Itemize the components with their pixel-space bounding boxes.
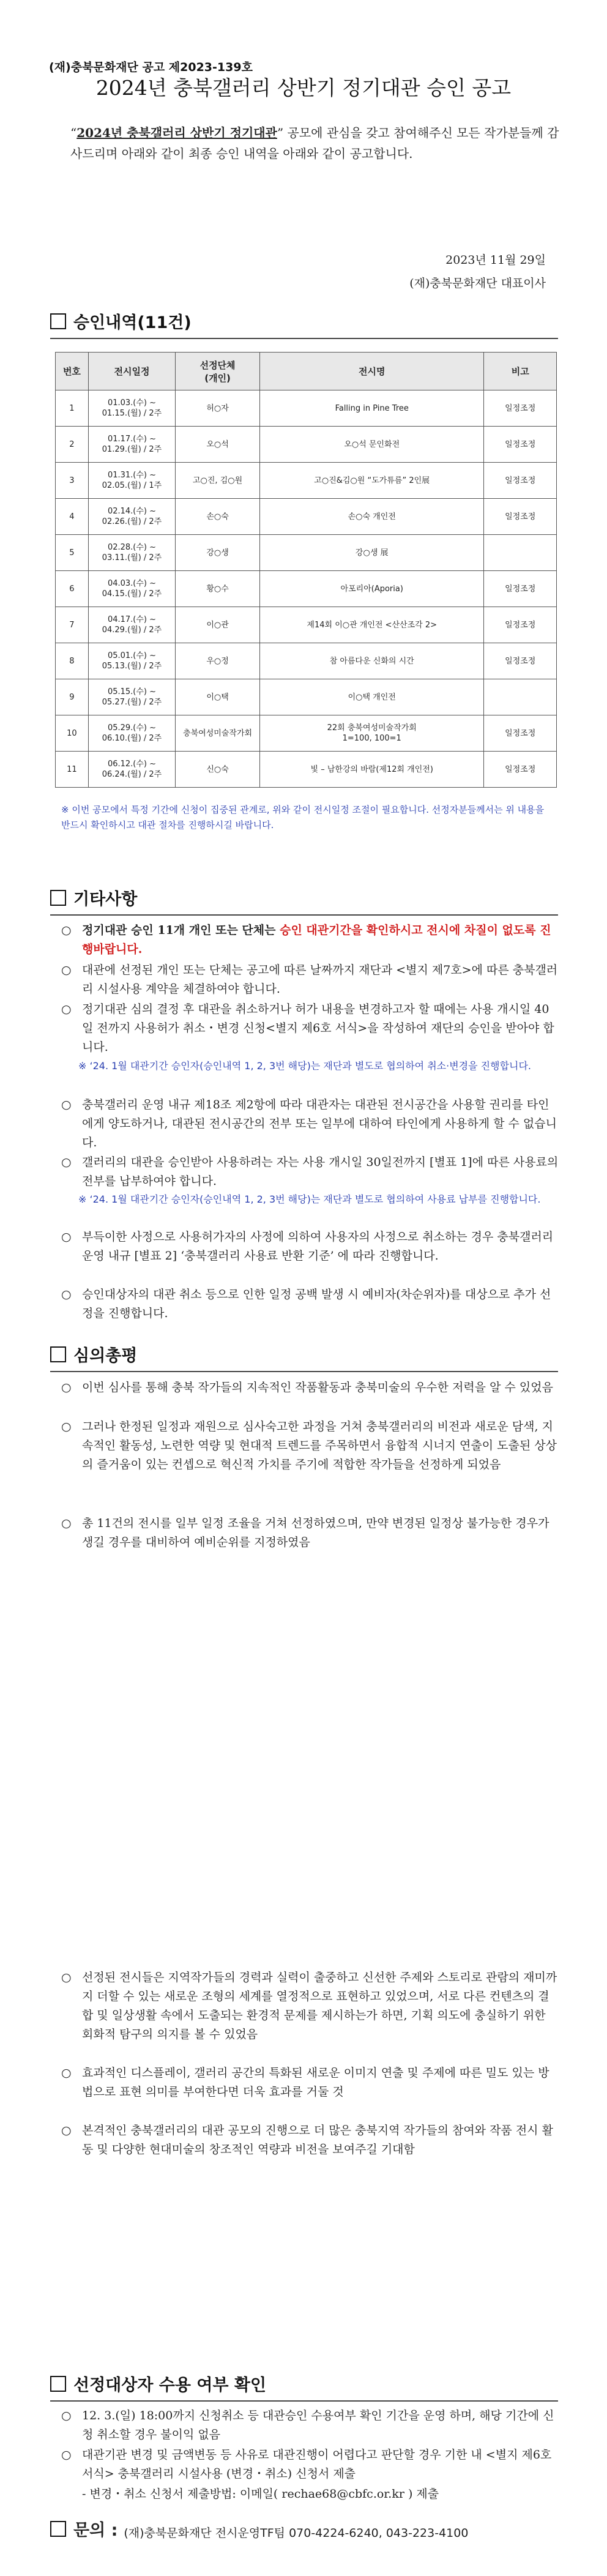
item-note: ※ ‘24. 1월 대관기간 승인자(승인내역 1, 2, 3번 해당)는 재단과 별도로 협의하여 사용료 납부를 진행합니다. (78, 1193, 541, 1205)
cell-no: 11 (56, 752, 89, 788)
intro-rest: 공모에 관심을 갖고 참여해주신 모든 작가분들께 감사드리며 아래와 같이 최종 승인 내역을 아래와 같이 공고합니다. (70, 125, 559, 161)
list-item (61, 2446, 560, 2484)
circle-bullet-icon: ○ (61, 2124, 72, 2137)
etc-title-text: 기타사항 (73, 890, 138, 909)
cell-note: 일정조정 (484, 463, 557, 499)
column-header: 전시일정 (88, 353, 175, 390)
cell-no: 2 (56, 427, 89, 463)
item-text: 그러나 한정된 일정과 재원으로 심사숙고한 과정을 거쳐 충북갤러리의 비전과 새로운 담색, 지속적인 활동성, 노련한 역량 및 현대적 트렌드를 주목하면서 융합적 시너지 연출이 도출된 상상의 즐거움이 있는 컨셉으로 혁신적 가치를 주기에 적합한 작가들을 선정하게 되었음 (82, 1420, 557, 1471)
cell-no: 10 (56, 715, 89, 752)
cell-note: 일정조정 (484, 499, 557, 535)
table-row (56, 643, 557, 679)
cell-no: 5 (56, 535, 89, 571)
circle-bullet-icon: ○ (61, 1971, 72, 1984)
cell-note: 일정조정 (484, 571, 557, 607)
table-row (56, 499, 557, 535)
table-row (56, 752, 557, 788)
section-divider (50, 914, 558, 916)
notice-number: (재)충북문화재단 공고 제2023-139호 (49, 61, 253, 74)
circle-bullet-icon: ○ (61, 1230, 72, 1244)
cell-name: 제14회 이○관 개인전 <산산조각 2> (260, 607, 484, 643)
cell-schedule: 04.03.(수) ~ 04.15.(월) / 2주 (88, 571, 175, 607)
list-item (61, 1514, 560, 1552)
cell-no: 7 (56, 607, 89, 643)
cell-name: 참 아름다운 신화의 시간 (260, 643, 484, 679)
circle-bullet-icon: ○ (61, 2066, 72, 2080)
circle-bullet-icon: ○ (61, 1098, 72, 1111)
cell-name: 고○진&김○원 “도가튜름” 2인展 (260, 463, 484, 499)
etc-section-title (50, 886, 137, 909)
checkbox-square-icon (50, 2376, 66, 2392)
item-text: 총 11건의 전시를 일부 일정 조율을 거쳐 선정하였으며, 만약 변경된 일정상 불가능한 경우가 생길 경우를 대비하여 예비순위를 지정하였음 (82, 1517, 549, 1549)
intro-emphasis: 2024년 충북갤러리 상반기 정기대관 (76, 125, 277, 140)
item-text: 승인대상자의 대관 취소 등으로 인한 일정 공백 발생 시 예비자(차순위자)를 대상으로 추가 선정을 진행합니다. (82, 1288, 551, 1320)
item-text: 충북갤러리 운영 내규 제18조 제2항에 따라 대관자는 대관된 전시공간을 사용할 권리를 타인에게 양도하거나, 대관된 전시공간의 전부 또는 일부에 대하여 타인에게 사용하게 할 수 없습니다. (82, 1098, 557, 1149)
item-text: 12. 3.(일) 18:00까지 신청취소 등 대관승인 수용여부 확인 기간을 운영 하며, 해당 기간에 신청 취소할 경우 불이익 없음 (82, 2409, 554, 2441)
cell-name: 오○석 문인화전 (260, 427, 484, 463)
list-item (61, 1417, 560, 1474)
item-text: 본격적인 충북갤러리의 대관 공모의 진행으로 더 많은 충북지역 작가들의 참여와 작품 전시 활동 및 다양한 현대미술의 창조적인 역량과 비전을 보여주길 기대함 (82, 2124, 553, 2156)
item-text: 정기대관 승인 11개 개인 또는 단체는 (82, 924, 280, 937)
cell-no: 9 (56, 679, 89, 715)
cell-note: 일정조정 (484, 607, 557, 643)
cell-org: 오○석 (176, 427, 260, 463)
cell-schedule: 02.28.(수) ~ 03.11.(월) / 2주 (88, 535, 175, 571)
list-item (61, 1378, 560, 1397)
list-item (61, 1096, 560, 1152)
circle-bullet-icon: ○ (61, 963, 72, 977)
cell-name: Falling in Pine Tree (260, 390, 484, 427)
table-row (56, 679, 557, 715)
circle-bullet-icon: ○ (61, 2448, 72, 2462)
page-title: 2024년 충북갤러리 상반기 정기대관 승인 공고 (95, 76, 512, 100)
cell-schedule: 05.15.(수) ~ 05.27.(월) / 2주 (88, 679, 175, 715)
table-row (56, 463, 557, 499)
cell-note (484, 535, 557, 571)
cell-name: 22회 충북여성미술작가회 1=100, 100=1 (260, 715, 484, 752)
acceptance-section-title (50, 2372, 266, 2395)
item-text: 갤러리의 대관을 승인받아 사용하려는 자는 사용 개시일 30일전까지 [별표 1]에 따른 사용료의 전부를 납부하여야 합니다. (82, 1155, 559, 1188)
cell-no: 1 (56, 390, 89, 427)
cell-schedule: 01.03.(수) ~ 01.15.(월) / 2주 (88, 390, 175, 427)
cell-no: 8 (56, 643, 89, 679)
cell-note (484, 679, 557, 715)
item-text: 효과적인 디스플레이, 갤러리 공간의 특화된 새로운 이미지 연출 및 주제에 따른 밀도 있는 방법으로 표현 의미를 부여한다면 더욱 효과를 거둘 것 (82, 2066, 549, 2099)
item-text: 이번 심사를 통해 충북 작가들의 지속적인 작품활동과 충북미술의 우수한 저력을 알 수 있었음 (82, 1381, 553, 1394)
table-row (56, 390, 557, 427)
item-text: 부득이한 사정으로 사용허가자의 사정에 의하여 사용자의 사정으로 취소하는 경우 충북갤러리 운영 내규 [별표 2] ‘충북갤러리 사용료 반환 기준’ 에 따라 진행합니다. (82, 1230, 554, 1263)
list-item (61, 2121, 560, 2159)
notice-date: 2023년 11월 29일 (445, 253, 546, 267)
item-highlight: 승인 대관기간을 확인하시고 전시에 차질이 없도록 진행바랍니다. (82, 924, 551, 956)
cell-org: 이○택 (176, 679, 260, 715)
column-header: 번호 (56, 353, 89, 390)
intro-quote-open: “ (70, 125, 77, 140)
acceptance-title-text: 선정대상자 수용 여부 확인 (73, 2376, 267, 2395)
cell-note: 일정조정 (484, 390, 557, 427)
cell-no: 3 (56, 463, 89, 499)
circle-bullet-icon: ○ (61, 1155, 72, 1169)
list-item (61, 2406, 560, 2444)
cell-org: 우○정 (176, 643, 260, 679)
circle-bullet-icon: ○ (61, 1381, 72, 1394)
approvals-title-text: 승인내역(11건) (73, 313, 192, 332)
section-divider (50, 1371, 558, 1372)
list-item (61, 1968, 560, 2044)
column-header: 전시명 (260, 353, 484, 390)
table-row (56, 535, 557, 571)
item-text: 대관기관 변경 및 금액변동 등 사유로 대관진행이 어렵다고 판단할 경우 기한 내 <별지 제6호 서식> 충북갤러리 시설사용 (변경・취소) 신청서 제출 (82, 2448, 552, 2481)
circle-bullet-icon: ○ (61, 924, 72, 937)
cell-org: 허○자 (176, 390, 260, 427)
cell-org: 손○숙 (176, 499, 260, 535)
list-item (61, 961, 560, 999)
cell-no: 4 (56, 499, 89, 535)
cell-note: 일정조정 (484, 715, 557, 752)
list-item (61, 921, 560, 959)
table-row (56, 715, 557, 752)
table-header-row (56, 353, 557, 390)
cell-schedule: 02.14.(수) ~ 02.26.(월) / 2주 (88, 499, 175, 535)
column-header: 선정단체 (개인) (176, 353, 260, 390)
table-row (56, 571, 557, 607)
cell-name: 손○숙 개인전 (260, 499, 484, 535)
table-footnote: ※ 이번 공모에서 특정 기간에 신청이 집중된 관계로, 위와 같이 전시일정 조절이 필요합니다. 선정자분들께서는 위 내용을 반드시 확인하시고 대관 절차를 진행하시길 바랍니다. (61, 804, 545, 831)
cell-org: 황○수 (176, 571, 260, 607)
circle-bullet-icon: ○ (61, 1517, 72, 1530)
circle-bullet-icon: ○ (61, 1002, 72, 1016)
intro-quote-close: ” (277, 125, 284, 140)
cell-name: 강○생 展 (260, 535, 484, 571)
intro-paragraph (70, 122, 560, 164)
approvals-section-title (50, 309, 192, 333)
item-text: 대관에 선정된 개인 또는 단체는 공고에 따른 날짜까지 재단과 <별지 제7호>에 따른 충북갤러리 시설사용 계약을 체결하여야 합니다. (82, 963, 558, 996)
cell-org: 충북여성미술작가회 (176, 715, 260, 752)
table-row (56, 427, 557, 463)
cell-schedule: 01.31.(수) ~ 02.05.(월) / 1주 (88, 463, 175, 499)
cell-schedule: 01.17.(수) ~ 01.29.(월) / 2주 (88, 427, 175, 463)
checkbox-square-icon (50, 313, 66, 329)
list-item (61, 1000, 560, 1057)
section-divider (50, 2400, 558, 2402)
contact-text: (재)충북문화재단 전시운영TF팀 070-4224-6240, 043-223-4100 (124, 2526, 469, 2540)
cell-note: 일정조정 (484, 643, 557, 679)
column-header: 비고 (484, 353, 557, 390)
circle-bullet-icon: ○ (61, 1420, 72, 1433)
cell-note: 일정조정 (484, 752, 557, 788)
cell-org: 이○관 (176, 607, 260, 643)
item-note: ※ ‘24. 1월 대관기간 승인자(승인내역 1, 2, 3번 해당)는 재단과 별도로 협의하여 취소·변경을 진행합니다. (78, 1060, 532, 1072)
cell-schedule: 04.17.(수) ~ 04.29.(월) / 2주 (88, 607, 175, 643)
cell-schedule: 05.29.(수) ~ 06.10.(월) / 2주 (88, 715, 175, 752)
signature: (재)충북문화재단 대표이사 (409, 277, 546, 290)
cell-org: 고○진, 김○원 (176, 463, 260, 499)
section-divider (50, 338, 558, 339)
cell-org: 강○생 (176, 535, 260, 571)
item-text: 정기대관 심의 결정 후 대관을 취소하거나 허가 내용을 변경하고자 할 때에는 사용 개시일 40일 전까지 사용허가 취소・변경 신청<별지 제6호 서식>을 작성하여 재단의 승인을 받아야 합니다. (82, 1002, 554, 1054)
cell-org: 신○숙 (176, 752, 260, 788)
review-title-text: 심의총평 (73, 1346, 138, 1365)
cell-name: 아포리아(Aporia) (260, 571, 484, 607)
checkbox-square-icon (50, 890, 66, 906)
list-item (61, 2064, 560, 2102)
submission-method: - 변경・취소 신청서 제출방법: 이메일( rechae68@cbfc.or.kr ) 제출 (82, 2487, 439, 2501)
list-item (61, 1228, 560, 1266)
circle-bullet-icon: ○ (61, 2409, 72, 2422)
list-item (61, 1285, 560, 1323)
approvals-table (55, 352, 557, 788)
list-item (61, 1153, 560, 1191)
item-text: 선정된 전시들은 지역작가들의 경력과 실력이 출중하고 신선한 주제와 스토리로 관람의 재미까지 더할 수 있는 새로운 조형의 세계를 열정적으로 표현하고 있었으며, 서로 다른 컨텐츠의 결합 및 일상생활 속에서 도출되는 환경적 문제를 제시하는가 하면, 기획 의도에 충실하기 위한 회화적 탐구의 의지를 볼 수 있었음 (82, 1971, 557, 2041)
cell-no: 6 (56, 571, 89, 607)
cell-schedule: 06.12.(수) ~ 06.24.(월) / 2주 (88, 752, 175, 788)
cell-schedule: 05.01.(수) ~ 05.13.(월) / 2주 (88, 643, 175, 679)
contact-line (50, 2517, 468, 2541)
cell-note: 일정조정 (484, 427, 557, 463)
table-row (56, 607, 557, 643)
cell-name: 이○택 개인전 (260, 679, 484, 715)
review-section-title (50, 1342, 137, 1366)
cell-name: 빛 – 남한강의 바람(제12회 개인전) (260, 752, 484, 788)
contact-label: 문의 : (73, 2521, 118, 2540)
checkbox-square-icon (50, 2521, 66, 2537)
circle-bullet-icon: ○ (61, 1288, 72, 1301)
checkbox-square-icon (50, 1346, 66, 1362)
